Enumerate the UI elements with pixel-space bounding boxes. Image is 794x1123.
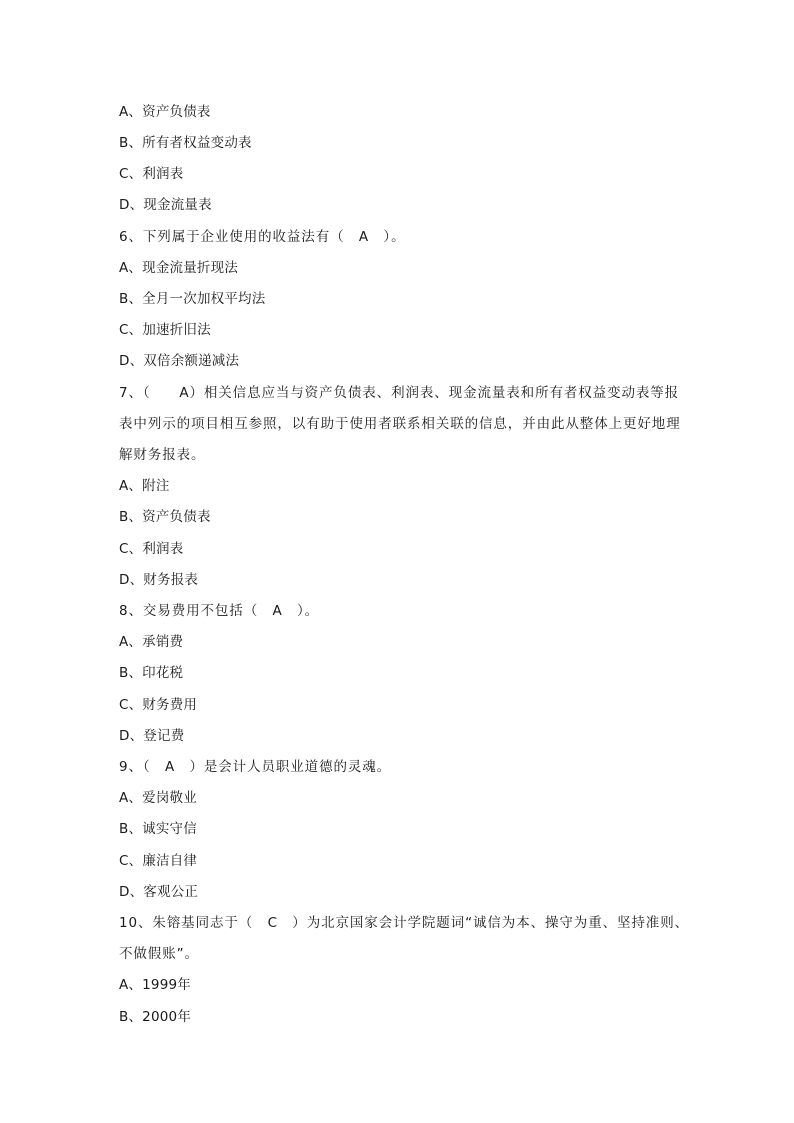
question-7-line-2: 表中列示的项目相互参照，以有助于使用者联系相关联的信息，并由此从整体上更好地理	[119, 416, 681, 432]
option-9b: B、诚实守信	[119, 821, 197, 837]
option-5d: D、现金流量表	[119, 197, 212, 213]
option-9a: A、爱岗敬业	[119, 790, 197, 806]
option-8b: B、印花税	[119, 665, 184, 681]
question-9: 9、（ A ）是会计人员职业道德的灵魂。	[119, 759, 392, 775]
option-9c: C、廉洁自律	[119, 853, 198, 869]
question-10-line-1: 10、朱镕基同志于（ C ）为北京国家会计学院题词“诚信为本、操守为重、坚持准则、	[119, 915, 689, 931]
option-7a: A、附注	[119, 478, 170, 494]
option-7b: B、资产负债表	[119, 509, 211, 525]
question-7-line-1: 7、（ A）相关信息应当与资产负债表、利润表、现金流量表和所有者权益变动表等报	[119, 385, 680, 401]
option-7d: D、财务报表	[119, 572, 199, 588]
question-10-line-2: 不做假账”。	[119, 946, 199, 962]
question-6: 6、下列属于企业使用的收益法有（ A ）。	[119, 229, 406, 245]
question-8: 8、交易费用不包括（ A ）。	[119, 603, 320, 619]
option-6a: A、现金流量折现法	[119, 260, 239, 276]
option-6d: D、双倍余额递减法	[119, 353, 240, 369]
option-5c: C、利润表	[119, 166, 184, 182]
option-7c: C、利润表	[119, 541, 184, 557]
option-8a: A、承销费	[119, 634, 184, 650]
option-5b: B、所有者权益变动表	[119, 135, 252, 151]
question-7-line-3: 解财务报表。	[119, 447, 206, 463]
option-5a: A、资产负债表	[119, 104, 211, 120]
option-6c: C、加速折旧法	[119, 322, 211, 338]
option-9d: D、客观公正	[119, 884, 199, 900]
option-10b: B、2000年	[119, 1009, 192, 1025]
option-6b: B、全月一次加权平均法	[119, 291, 266, 307]
option-8d: D、登记费	[119, 728, 185, 744]
option-8c: C、财务费用	[119, 697, 198, 713]
option-10a: A、1999年	[119, 977, 191, 993]
